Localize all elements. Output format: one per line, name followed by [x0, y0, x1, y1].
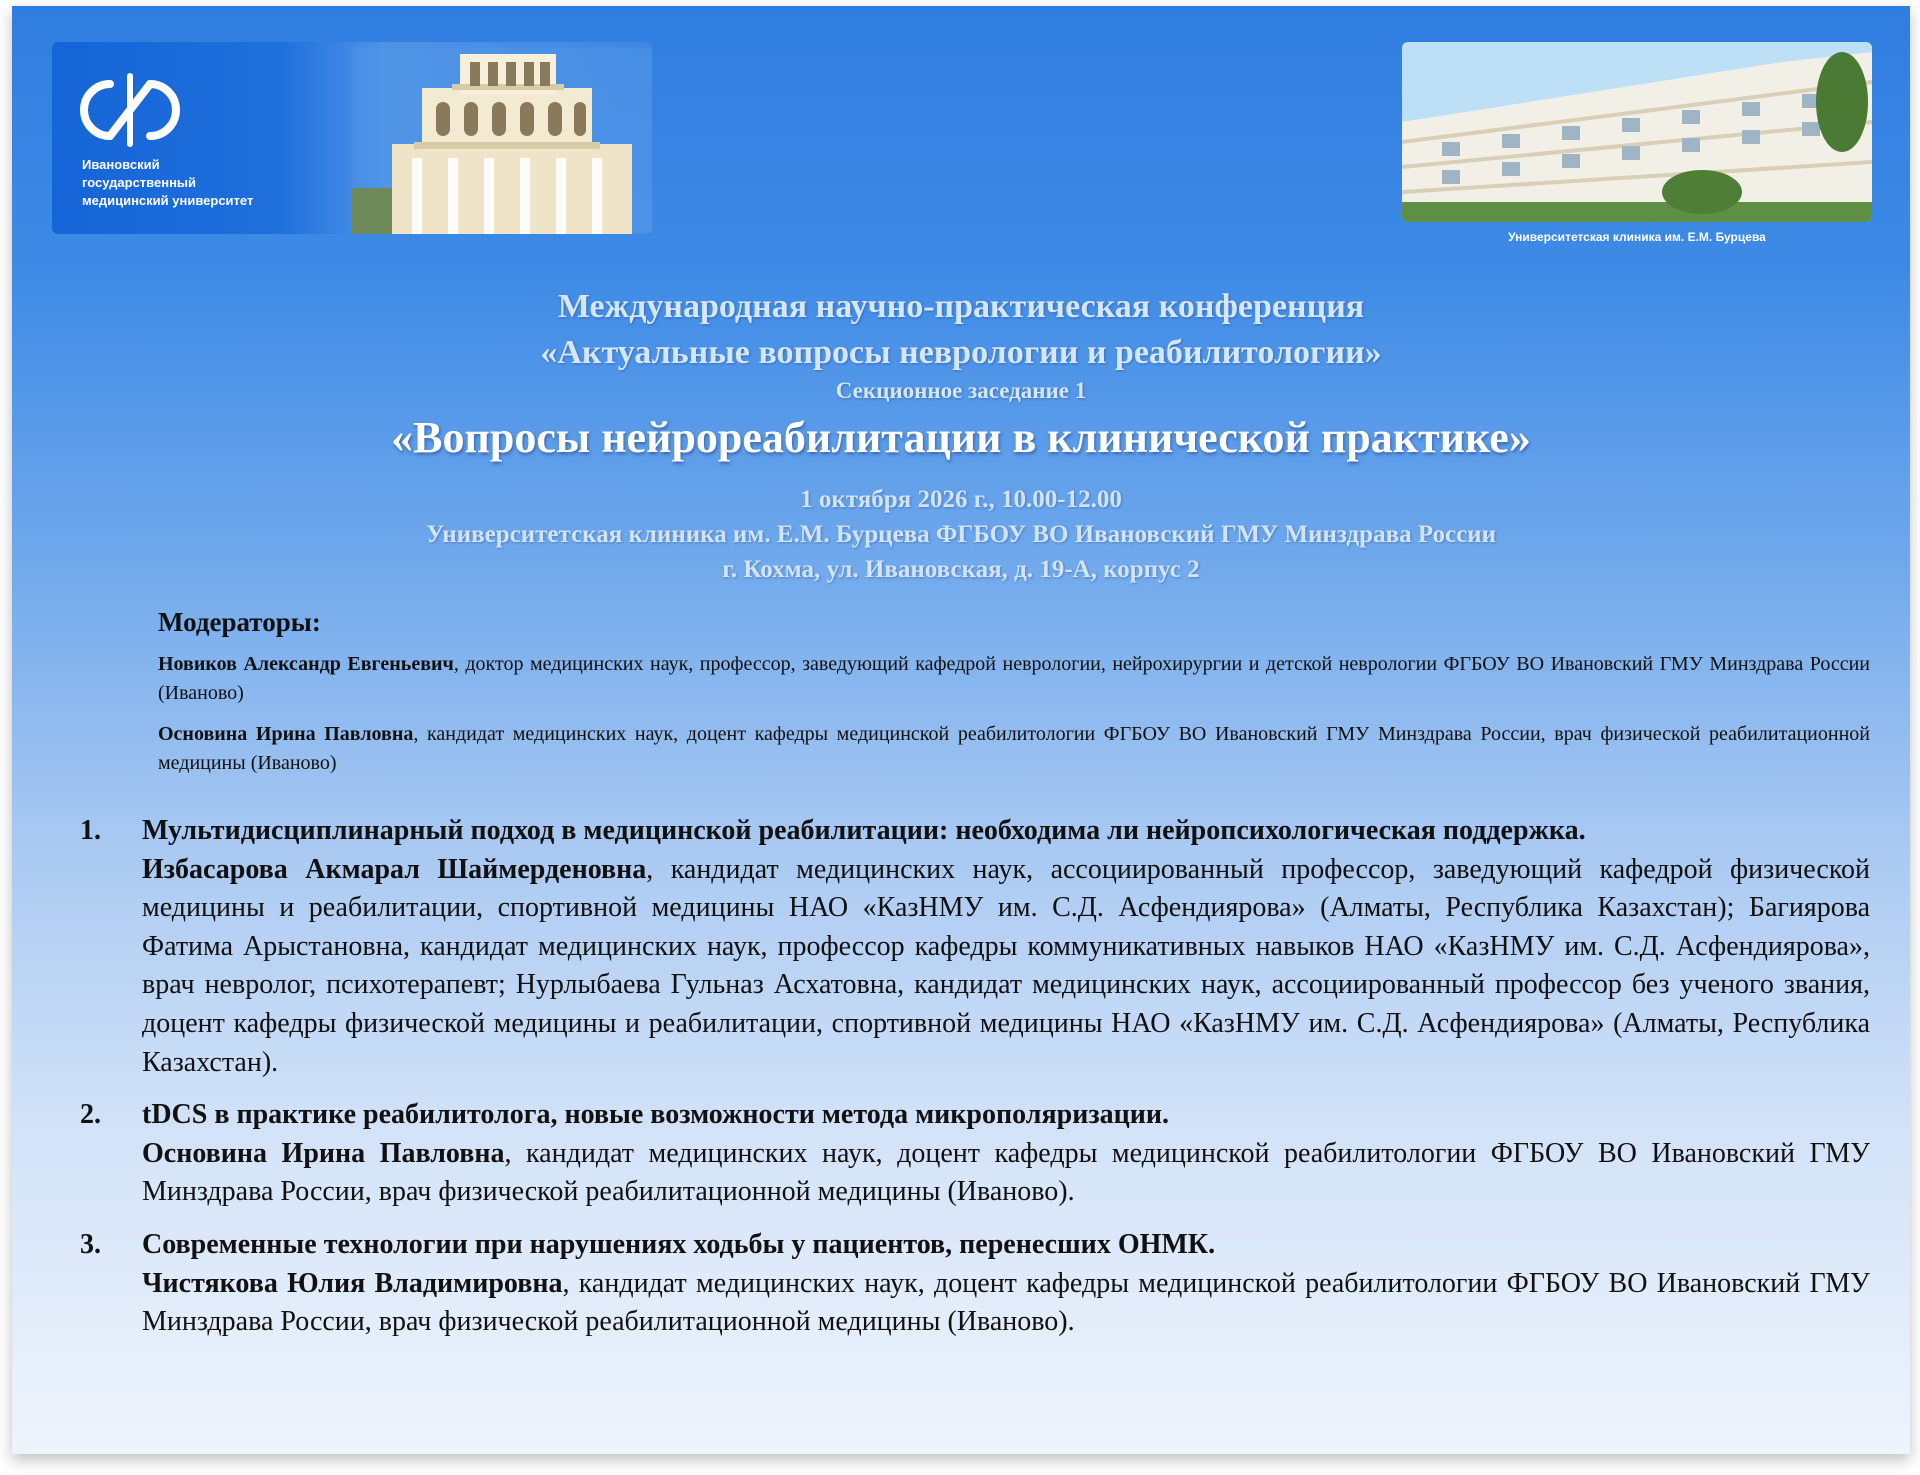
moderators-heading: Модераторы: — [158, 607, 321, 637]
moderator-name: Новиков Александр Евгеньевич — [158, 653, 454, 675]
speaker-name: Избасарова Акмарал Шаймерденовна — [142, 853, 647, 885]
agenda-item — [80, 1096, 1870, 1212]
moderator-details: , доктор медицинских наук, профессор, заведующий кафедрой неврологии, нейрохирургии и детской неврологии ФГБОУ ВО Ивановский ГМУ Минздрава России (Иваново) — [158, 653, 1870, 704]
moderator-entry — [158, 720, 1870, 778]
titles-block — [12, 284, 1910, 587]
agenda-item-number: 2. — [80, 1099, 101, 1131]
moderator-name: Основина Ирина Павловна — [158, 723, 414, 745]
agenda-item-title: Современные технологии при нарушениях ходьбы у пациентов, перенесших ОНМК. — [142, 1228, 1216, 1260]
agenda-item-speakers — [142, 851, 1870, 1083]
agenda-item-speakers — [142, 1135, 1870, 1212]
university-logo-text: Ивановский государственный медицинский университет — [82, 157, 254, 208]
speaker-details: , кандидат медицинских наук, доцент кафедры медицинской реабилитологии ФГБОУ ВО Ивановский ГМУ Минздрава России, врач физической реабилитационной медицины (Иваново). — [142, 1137, 1870, 1208]
speaker-name: Основина Ирина Павловна — [142, 1137, 505, 1169]
agenda-item — [80, 812, 1870, 1082]
moderator-entry — [158, 650, 1870, 708]
moderators-block — [158, 604, 1870, 790]
conference-title: Международная научно-практическая конференция — [557, 288, 1365, 325]
speaker-details: , кандидат медицинских наук, ассоциированный профессор, заведующий кафедрой физической медицины и реабилитации, спортивной медицины НАО «КазНМУ им. С.Д. Асфендиярова» (Алматы, Республика Казахстан); Багиярова Фатима Арыстановна, кандидат медицинских наук, профессор кафедры коммуникативных навыков НАО «КазНМУ им. С.Д. Асфендиярова», врач невролог, психотерапевт; Нурлыбаева Гульназ Асхатовна, кандидат медицинских наук, ассоциированный профессор без ученого звания, доцент кафедры физической медицины и реабилитации, спортивной медицины НАО «КазНМУ им. С.Д. Асфендиярова» (Алматы, Республика Казахстан). — [142, 853, 1870, 1078]
agenda-item-speakers — [142, 1265, 1870, 1342]
clinic-banner — [1402, 42, 1872, 222]
agenda-list — [80, 812, 1870, 1356]
agenda-item-title: Мультидисциплинарный подход в медицинской реабилитации: необходима ли нейропсихологическая поддержка. — [142, 815, 1586, 846]
address: г. Кохма, ул. Ивановская, д. 19-А, корпус 2 — [722, 556, 1200, 583]
clinic-building-image — [1402, 42, 1872, 222]
university-logo-icon — [80, 70, 180, 150]
agenda-item-number: 3. — [80, 1228, 101, 1260]
speaker-name: Чистякова Юлия Владимировна — [142, 1267, 563, 1299]
conference-topic: «Актуальные вопросы неврологии и реабилитологии» — [540, 334, 1382, 371]
agenda-item-title: tDCS в практике реабилитолога, новые возможности метода микрополяризации. — [142, 1099, 1169, 1131]
section-label: Секционное заседание 1 — [835, 378, 1087, 403]
moderator-details: , кандидат медицинских наук, доцент кафедры медицинской реабилитологии ФГБОУ ВО Ивановский ГМУ Минздрава России, врач физической реабилитационной медицины (Иваново) — [158, 723, 1870, 774]
date-time: 1 октября 2026 г., 10.00-12.00 — [800, 486, 1122, 513]
section-title: «Вопросы нейрореабилитации в клинической практике» — [391, 413, 1531, 462]
agenda-item — [80, 1226, 1870, 1342]
agenda-item-number: 1. — [80, 815, 101, 846]
venue: Университетская клиника им. Е.М. Бурцева ФГБОУ ВО Ивановский ГМУ Минздрава России — [426, 521, 1496, 548]
clinic-caption: Университетская клиника им. Е.М. Бурцева — [1508, 230, 1766, 244]
university-banner — [52, 42, 652, 234]
conference-program-page — [12, 6, 1910, 1454]
speaker-details: , кандидат медицинских наук, доцент кафедры медицинской реабилитологии ФГБОУ ВО Ивановский ГМУ Минздрава России, врач физической реабилитационной медицины (Иваново). — [142, 1267, 1870, 1338]
university-building-image — [352, 48, 652, 234]
